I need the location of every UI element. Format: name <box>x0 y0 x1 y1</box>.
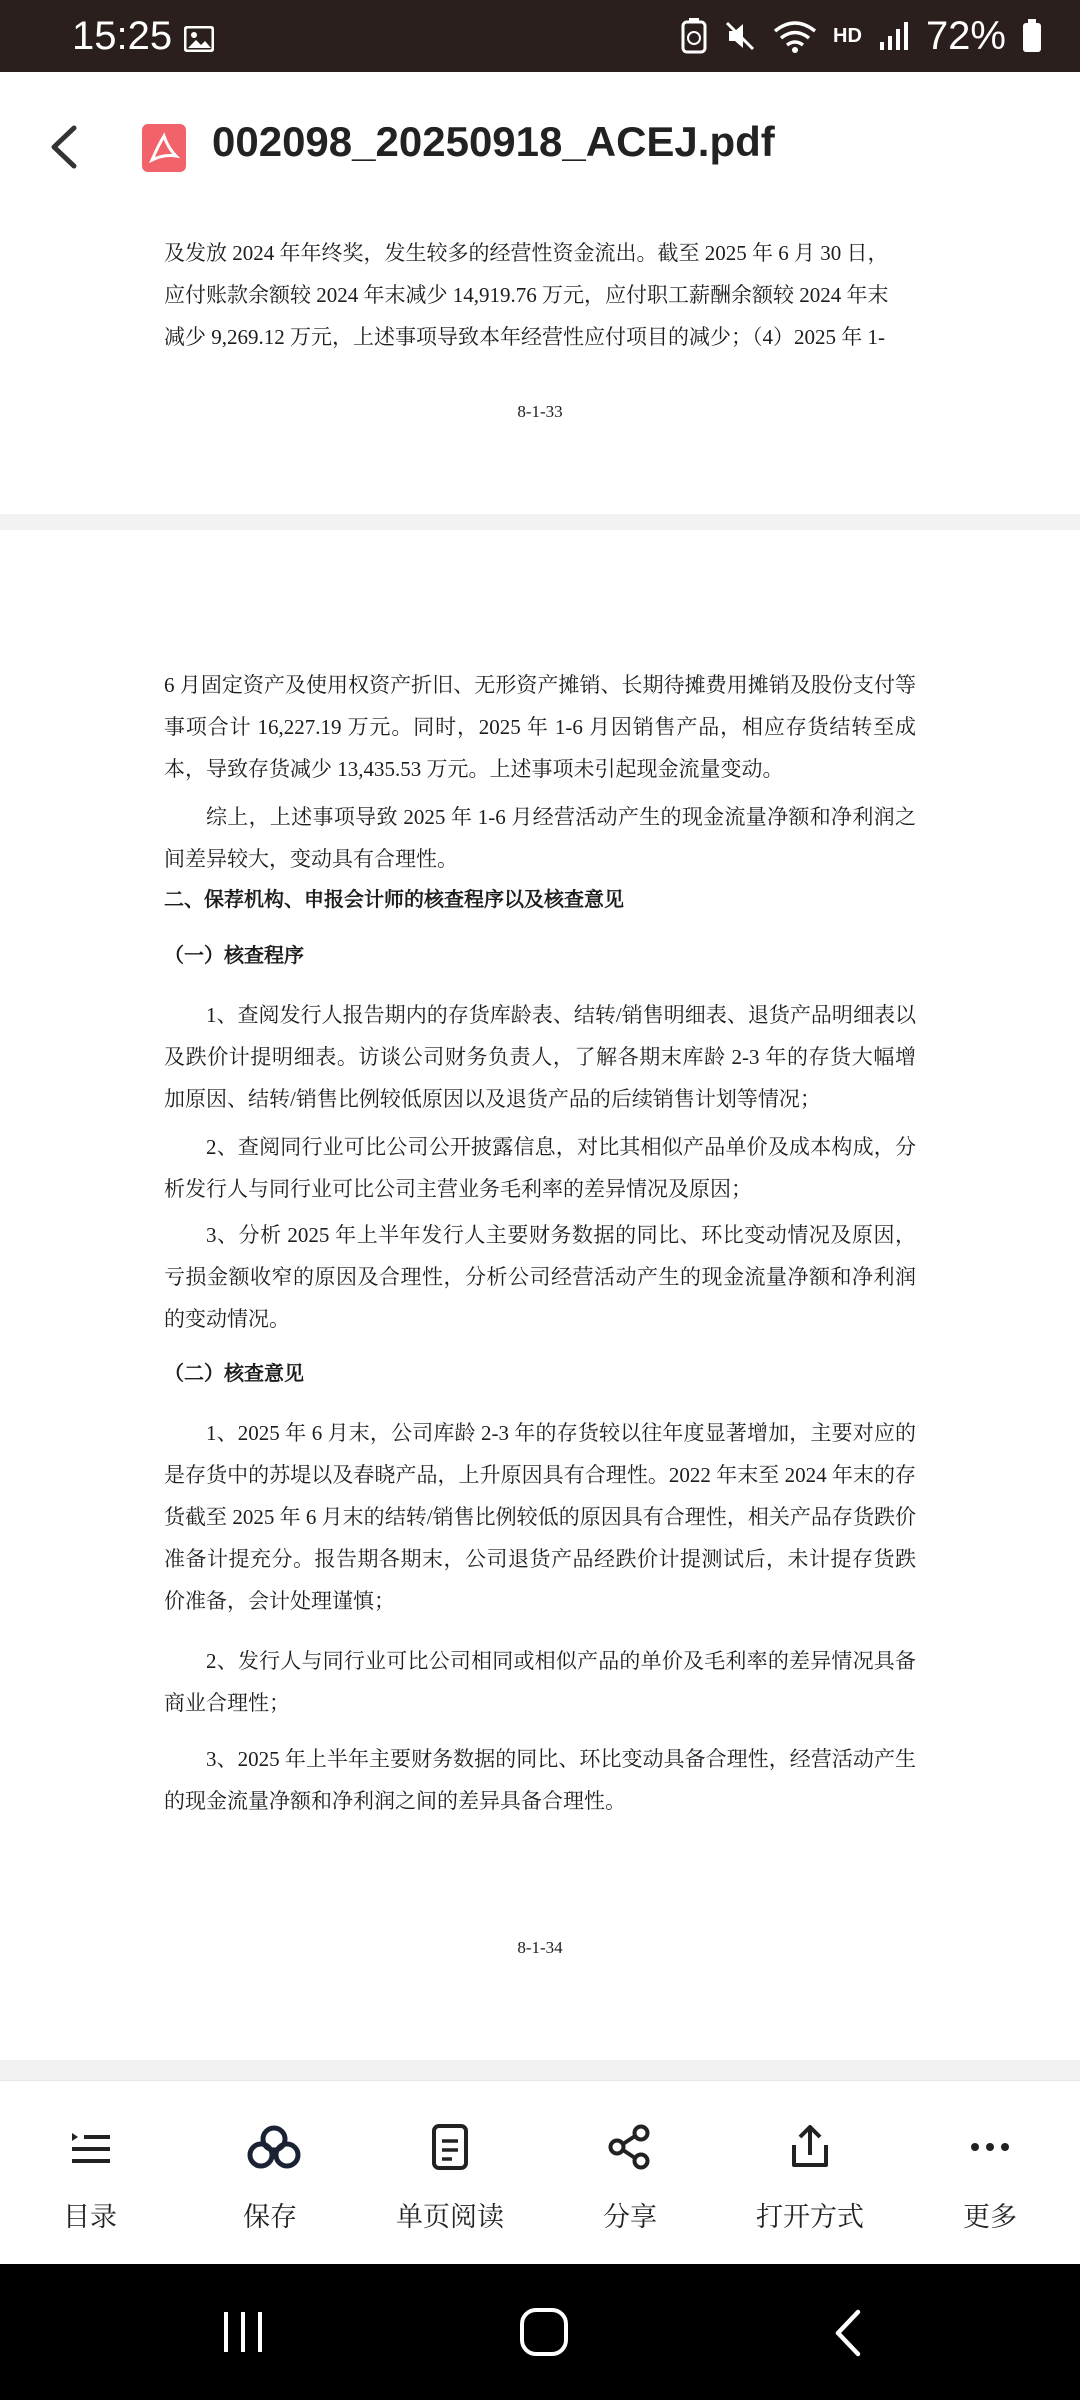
pdf-page <box>0 222 1080 514</box>
back-arrow-icon[interactable] <box>44 124 84 170</box>
status-icons <box>681 8 1042 64</box>
pdf-file-icon <box>142 124 186 172</box>
paragraph: 3、2025 年上半年主要财务数据的同比、环比变动具备合理性，经营活动产生的现金流量净额和净利润之间的差异具备合理性。 <box>164 1747 916 1813</box>
open-with-button[interactable] <box>720 2081 900 2265</box>
more-icon <box>966 2123 1014 2171</box>
signal-icon <box>878 20 910 52</box>
more-button[interactable] <box>900 2081 1080 2265</box>
subsection-heading: （二）核查意见 <box>164 1361 304 1385</box>
toolbar-label: 打开方式 <box>756 2202 864 2233</box>
paragraph: 综上，上述事项导致 2025 年 1-6 月经营活动产生的现金流量净额和净利润之间差异较大，变动具有合理性。 <box>164 805 916 871</box>
text-line: 应付账款余额较 2024 年末减少 14,919.76 万元，应付职工薪酬余额较 2024 年末 <box>164 283 889 307</box>
page-number: 8-1-33 <box>517 402 563 421</box>
save-button[interactable] <box>180 2081 360 2265</box>
system-nav-bar <box>0 2264 1080 2400</box>
toolbar-label: 更多 <box>963 2202 1017 2233</box>
single-page-icon <box>426 2123 474 2171</box>
battery-saver-icon <box>681 18 707 54</box>
toc-button[interactable] <box>0 2081 180 2265</box>
share-button[interactable] <box>540 2081 720 2265</box>
subsection-heading: （一）核查程序 <box>164 943 304 967</box>
single-page-button[interactable] <box>360 2081 540 2265</box>
save-cloud-icon <box>246 2123 302 2171</box>
open-with-icon <box>786 2123 834 2171</box>
share-icon <box>606 2123 654 2171</box>
mute-icon <box>723 19 757 53</box>
toolbar-label: 分享 <box>603 2202 657 2233</box>
status-bar <box>0 0 1080 72</box>
page-number: 8-1-34 <box>517 1938 563 1957</box>
recent-apps-icon[interactable] <box>218 2308 268 2356</box>
paragraph: 2、查阅同行业可比公司公开披露信息，对比其相似产品单价及成本构成，分析发行人与同行业可比公司主营业务毛利率的差异情况及原因； <box>164 1135 916 1201</box>
nav-back-icon[interactable] <box>830 2308 864 2358</box>
network-type: HD <box>833 24 862 47</box>
section-heading: 二、保荐机构、申报会计师的核查程序以及核查意见 <box>164 887 624 911</box>
app-header <box>0 72 1080 222</box>
toolbar-label: 目录 <box>63 2202 117 2233</box>
paragraph: 1、查阅发行人报告期内的存货库龄表、结转/销售明细表、退货产品明细表以及跌价计提明细表。访谈公司财务负责人，了解各期末库龄 2-3 年的存货大幅增加原因、结转/销售比例较低原因以及退货产品的后续销售计划等情况； <box>164 1003 916 1111</box>
text-line: 减少 9,269.12 万元，上述事项导致本年经营性应付项目的减少；（4）2025 年 1- <box>164 325 885 349</box>
paragraph: 3、分析 2025 年上半年发行人主要财务数据的同比、环比变动情况及原因，亏损金额收窄的原因及合理性，分析公司经营活动产生的现金流量净额和净利润的变动情况。 <box>164 1223 916 1331</box>
status-time: 15:25 <box>72 14 173 58</box>
paragraph: 2、发行人与同行业可比公司相同或相似产品的单价及毛利率的差异情况具备商业合理性； <box>164 1649 916 1715</box>
toolbar-label: 保存 <box>243 2202 297 2233</box>
battery-icon <box>1022 19 1042 53</box>
toc-icon <box>66 2123 114 2171</box>
page-text <box>164 232 916 358</box>
gallery-notification-icon <box>184 26 214 52</box>
document-title: 002098_20250918_ACEJ.pdf <box>212 118 775 165</box>
wifi-icon <box>773 19 817 53</box>
toolbar-label: 单页阅读 <box>396 2202 504 2233</box>
paragraph: 1、2025 年 6 月末，公司库龄 2-3 年的存货较以往年度显著增加，主要对应的是存货中的苏堤以及春晓产品，上升原因具有合理性。2022 年末至 2024 年末的存货截至 2025 年 6 月末的结转/销售比例较低的原因具有合理性，相关产品存货跌价准备计提充分。报告期各期末，公司退货产品经跌价计提测试后，未计提存货跌价准备，会计处理谨慎； <box>164 1421 916 1613</box>
pdf-page <box>0 530 1080 2060</box>
paragraph: 6 月固定资产及使用权资产折旧、无形资产摊销、长期待摊费用摊销及股份支付等事项合计 16,227.19 万元。同时，2025 年 1-6 月因销售产品，相应存货结转至成本，导致存货减少 13,435.53 万元。上述事项未引起现金流量变动。 <box>164 673 916 781</box>
bottom-toolbar <box>0 2080 1080 2265</box>
pdf-viewer[interactable] <box>0 222 1080 2080</box>
text-line: 及发放 2024 年年终奖，发生较多的经营性资金流出。截至 2025 年 6 月 30 日， <box>164 241 889 265</box>
battery-percent: 72% <box>925 13 1006 58</box>
home-icon[interactable] <box>518 2306 570 2358</box>
